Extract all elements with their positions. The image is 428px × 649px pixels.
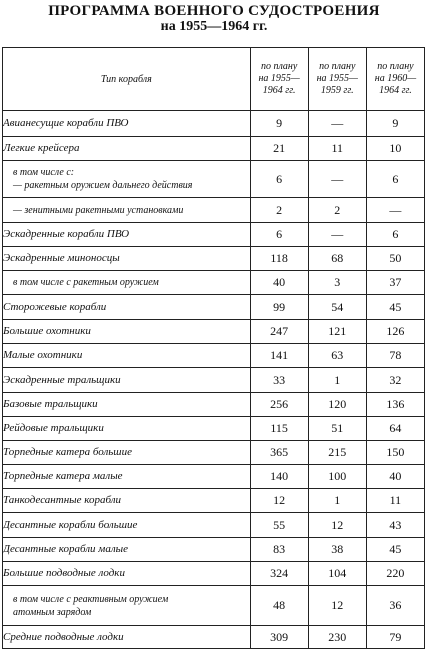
ship-type-label: в том числе с: [13, 167, 75, 178]
value-plan-1960-1964: 220 [366, 562, 424, 586]
value-plan-1955-1959: 100 [308, 465, 366, 489]
ship-type-label: Рейдовые тральщики [3, 422, 104, 434]
value-plan-1955-1959: 1 [308, 368, 366, 393]
ship-type-cell [3, 586, 251, 626]
table-row [3, 320, 425, 344]
value-plan-1955-1959: — [308, 161, 366, 198]
value-plan-1960-1964: 9 [366, 111, 424, 137]
ship-type-cell [3, 223, 251, 247]
ship-type-label: Средние подводные лодки [3, 630, 124, 643]
value-plan-1955-1959: 1 [308, 489, 366, 513]
value-plan-1955-1964: 309 [250, 626, 308, 649]
ship-type-label: Сторожевые корабли [3, 300, 107, 313]
value-plan-1960-1964: 64 [366, 417, 424, 441]
ship-type-label: в том числе с ракетным оружием [13, 277, 159, 288]
ship-type-label: Большие охотники [3, 325, 91, 337]
table-row [3, 223, 425, 247]
value-plan-1955-1964: 365 [250, 441, 308, 465]
value-plan-1955-1964: 115 [250, 417, 308, 441]
ship-type-cell [3, 295, 251, 320]
value-plan-1955-1959: 11 [308, 137, 366, 161]
value-plan-1960-1964: 6 [366, 223, 424, 247]
table-body [3, 111, 425, 649]
value-plan-1960-1964: 136 [366, 393, 424, 417]
value-plan-1955-1964: 9 [250, 111, 308, 137]
ship-type-cell [3, 111, 251, 137]
table-row [3, 111, 425, 137]
value-plan-1955-1964: 6 [250, 223, 308, 247]
ship-type-cell [3, 344, 251, 368]
table-row [3, 626, 425, 649]
value-plan-1960-1964: 126 [366, 320, 424, 344]
ship-type-cell [3, 137, 251, 161]
ship-type-cell [3, 198, 251, 223]
ship-type-cell [3, 368, 251, 393]
ship-type-cell [3, 562, 251, 586]
ship-type-label: — ракетным оружием дальнего действия [13, 180, 193, 191]
value-plan-1960-1964: 6 [366, 161, 424, 198]
ship-type-label: Десантные корабли большие [3, 518, 138, 531]
table-row [3, 295, 425, 320]
value-plan-1955-1964: 6 [250, 161, 308, 198]
column-header-ship-type: Тип корабля [3, 48, 251, 111]
ship-type-cell [3, 489, 251, 513]
value-plan-1955-1959: 54 [308, 295, 366, 320]
value-plan-1960-1964: 50 [366, 247, 424, 271]
ship-type-cell [3, 513, 251, 538]
table-row [3, 513, 425, 538]
value-plan-1955-1964: 21 [250, 137, 308, 161]
ship-type-cell [3, 538, 251, 562]
ship-type-label: Эскадренные тральщики [3, 373, 121, 386]
value-plan-1955-1964: 140 [250, 465, 308, 489]
shipbuilding-table [2, 47, 425, 649]
value-plan-1960-1964: 45 [366, 295, 424, 320]
value-plan-1955-1964: 99 [250, 295, 308, 320]
value-plan-1955-1959: 12 [308, 513, 366, 538]
value-plan-1955-1964: 33 [250, 368, 308, 393]
ship-type-label: Танкодесантные корабли [3, 494, 122, 506]
ship-type-label: Базовые тральщики [3, 398, 98, 410]
ship-type-cell [3, 320, 251, 344]
table-row [3, 161, 425, 198]
ship-type-cell [3, 465, 251, 489]
ship-type-cell [3, 626, 251, 649]
value-plan-1955-1964: 324 [250, 562, 308, 586]
ship-type-cell [3, 271, 251, 295]
ship-type-label: атомным зарядом [13, 606, 92, 618]
table-row [3, 489, 425, 513]
ship-type-cell [3, 393, 251, 417]
value-plan-1955-1964: 48 [250, 586, 308, 626]
ship-type-cell [3, 247, 251, 271]
value-plan-1960-1964: 36 [366, 586, 424, 626]
table-row [3, 441, 425, 465]
value-plan-1960-1964: 32 [366, 368, 424, 393]
value-plan-1960-1964: 40 [366, 465, 424, 489]
ship-type-label: Торпедные катера малые [3, 470, 123, 482]
table-row [3, 562, 425, 586]
ship-type-label: Десантные корабли малые [3, 543, 128, 555]
table-row [3, 368, 425, 393]
table-row [3, 198, 425, 223]
value-plan-1955-1959: 3 [308, 271, 366, 295]
value-plan-1955-1959: 38 [308, 538, 366, 562]
ship-type-label: Торпедные катера большие [3, 446, 132, 458]
table-row [3, 417, 425, 441]
document-subtitle: на 1955—1964 гг. [160, 19, 268, 34]
value-plan-1955-1959: 63 [308, 344, 366, 368]
table-header-row [3, 48, 425, 111]
table-row [3, 538, 425, 562]
value-plan-1960-1964: 11 [366, 489, 424, 513]
value-plan-1955-1964: 83 [250, 538, 308, 562]
value-plan-1955-1959: 120 [308, 393, 366, 417]
value-plan-1960-1964: 150 [366, 441, 424, 465]
value-plan-1960-1964: 78 [366, 344, 424, 368]
value-plan-1955-1959: 104 [308, 562, 366, 586]
value-plan-1955-1964: 55 [250, 513, 308, 538]
value-plan-1955-1959: — [308, 223, 366, 247]
table-row [3, 465, 425, 489]
table-row [3, 137, 425, 161]
value-plan-1955-1964: 247 [250, 320, 308, 344]
table-row [3, 393, 425, 417]
value-plan-1960-1964: 79 [366, 626, 424, 649]
ship-type-cell [3, 161, 251, 198]
ship-type-label: Авианесущие корабли ПВО [3, 117, 129, 129]
column-header-plan-1955-1964: по плану на 1955— 1964 гг. [250, 48, 308, 111]
value-plan-1955-1959: 51 [308, 417, 366, 441]
value-plan-1960-1964: — [366, 198, 424, 223]
value-plan-1955-1959: 2 [308, 198, 366, 223]
ship-type-label: Большие подводные лодки [3, 567, 125, 579]
ship-type-label: Эскадренные миноносцы [3, 252, 120, 264]
value-plan-1960-1964: 10 [366, 137, 424, 161]
value-plan-1955-1964: 118 [250, 247, 308, 271]
value-plan-1955-1959: 230 [308, 626, 366, 649]
value-plan-1955-1959: 121 [308, 320, 366, 344]
ship-type-label: Эскадренные корабли ПВО [3, 228, 130, 240]
value-plan-1955-1964: 12 [250, 489, 308, 513]
ship-type-cell [3, 417, 251, 441]
table-row [3, 586, 425, 626]
ship-type-cell [3, 441, 251, 465]
value-plan-1955-1959: 12 [308, 586, 366, 626]
value-plan-1955-1959: 215 [308, 441, 366, 465]
value-plan-1955-1964: 40 [250, 271, 308, 295]
column-header-plan-1960-1964: по плану на 1960— 1964 гг. [366, 48, 424, 111]
ship-type-label: Малые охотники [3, 349, 83, 361]
ship-type-label: Легкие крейсера [3, 142, 80, 154]
value-plan-1955-1959: — [308, 111, 366, 137]
value-plan-1955-1964: 256 [250, 393, 308, 417]
value-plan-1960-1964: 45 [366, 538, 424, 562]
table-row [3, 344, 425, 368]
ship-type-label: — зенитными ракетными установками [13, 204, 184, 216]
table-row [3, 271, 425, 295]
value-plan-1960-1964: 37 [366, 271, 424, 295]
value-plan-1955-1964: 141 [250, 344, 308, 368]
document-title: ПРОГРАММА ВОЕННОГО СУДОСТРОЕНИЯ [48, 3, 380, 19]
table-row [3, 247, 425, 271]
value-plan-1960-1964: 43 [366, 513, 424, 538]
column-header-plan-1955-1959: по плану на 1955— 1959 гг. [308, 48, 366, 111]
ship-type-label: в том числе с реактивным оружием [13, 593, 169, 605]
value-plan-1955-1959: 68 [308, 247, 366, 271]
value-plan-1955-1964: 2 [250, 198, 308, 223]
